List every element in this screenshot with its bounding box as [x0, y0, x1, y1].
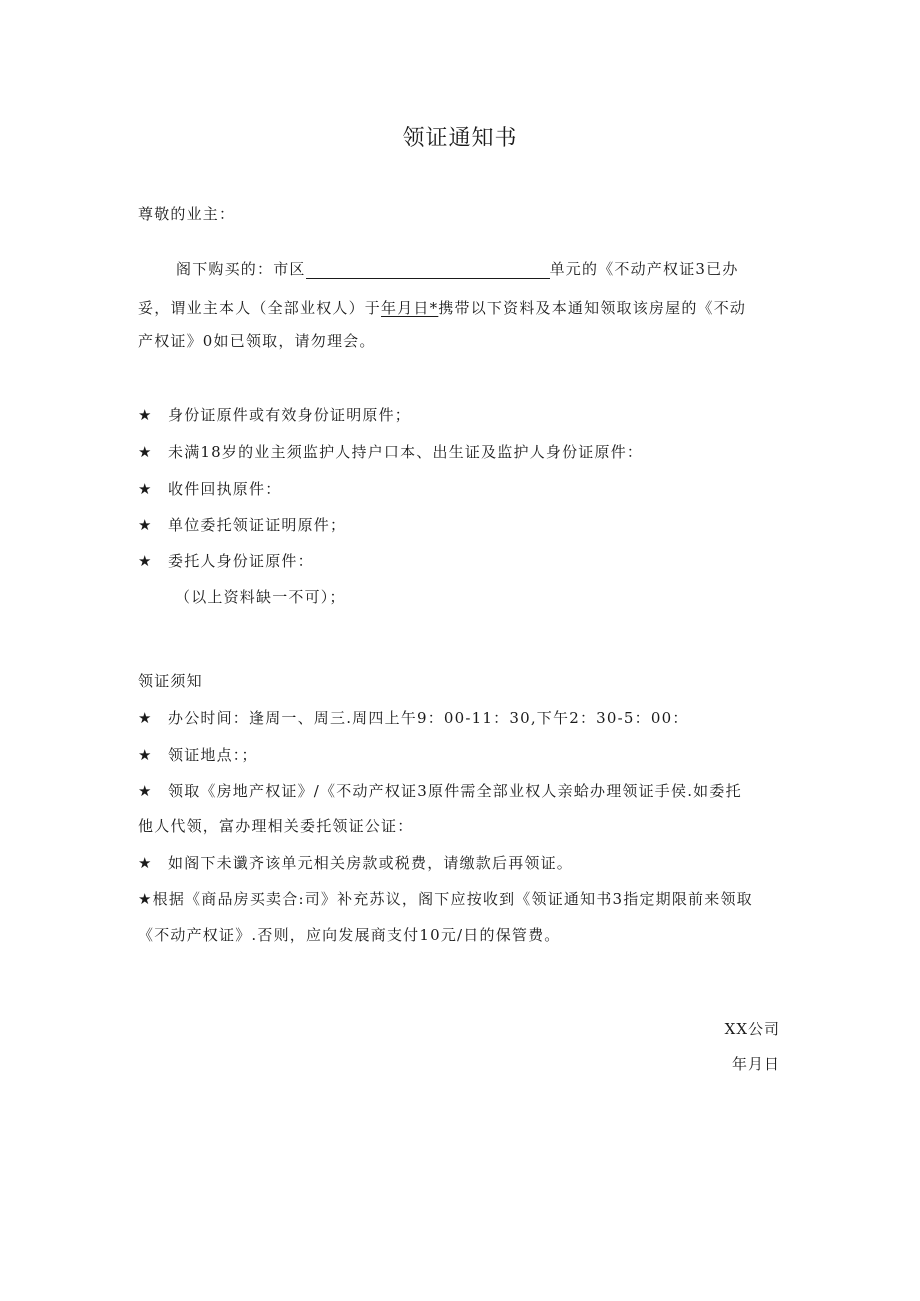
notice-text: 如阁下未谶齐该单元相关房款或税费，请缴款后再领证。 — [168, 854, 574, 872]
notice-item-storage-fee — [138, 888, 753, 909]
requirement-item — [138, 550, 314, 571]
notice-text: 领取《房地产权证》/《不动产权证3原件需全部业权人亲蛤办理领证手侯.如委托 — [168, 782, 742, 800]
star-icon: ★ — [138, 746, 153, 764]
star-icon: ★ — [138, 406, 153, 424]
notice-item-office-hours — [138, 707, 689, 728]
intro-line-2 — [138, 297, 746, 318]
notice-item-location — [138, 744, 258, 765]
requirement-item — [138, 404, 411, 425]
star-icon: ★ — [138, 552, 153, 570]
intro-line-2-before: 妥，谓业主本人（全部业权人）于 — [138, 299, 382, 317]
requirement-text: 身份证原件或有效身份证明原件； — [168, 406, 412, 424]
intro-line-1 — [176, 258, 739, 279]
notice-text: 领证地点：； — [168, 746, 258, 764]
signature-date: 年月日 — [731, 1055, 780, 1073]
address-blank-field — [306, 261, 550, 279]
notice-item-collection — [138, 780, 742, 801]
star-icon: ★ — [138, 782, 153, 800]
requirement-item — [138, 478, 281, 499]
requirement-item — [138, 441, 643, 462]
intro-line-3: 产权证》0如已领取，请勿理会。 — [138, 332, 376, 350]
requirement-text: 未满18岁的业主须监护人持户口本、出生证及监护人身份证原件： — [168, 443, 644, 461]
requirements-note: （以上资料缺一不可）； — [175, 588, 346, 606]
date-blank-field: 年月日* — [381, 299, 439, 317]
intro-line-2-after: 携带以下资料及本通知领取该房屋的《不动 — [438, 299, 747, 317]
intro-line-1-before: 阁下购买的：市区 — [176, 260, 306, 278]
signature-company: XX公司 — [724, 1020, 780, 1038]
section-title-notice: 领证须知 — [138, 672, 203, 690]
page-title: 领证通知书 — [402, 126, 518, 151]
requirement-text: 单位委托领证证明原件； — [168, 516, 347, 534]
star-icon: ★ — [138, 854, 153, 872]
star-icon: ★ — [138, 890, 153, 908]
requirement-text: 委托人身份证原件： — [168, 552, 314, 570]
star-icon: ★ — [138, 516, 153, 534]
star-icon: ★ — [138, 480, 153, 498]
intro-line-1-after: 单元的《不动产权证3已办 — [549, 260, 739, 278]
requirement-text: 收件回执原件： — [168, 480, 282, 498]
notice-text: 办公时间：逢周一、周三.周四上午9：00-11：30,下午2：30-5：00： — [168, 709, 689, 727]
salutation: 尊敬的业主： — [138, 205, 236, 223]
star-icon: ★ — [138, 709, 153, 727]
notice-item-storage-fee-continued: 《不动产权证》.否则，应向发展商支付10元/日的保管费。 — [138, 926, 561, 944]
requirement-item — [138, 514, 346, 535]
notice-item-payment — [138, 852, 573, 873]
notice-item-collection-continued: 他人代领，富办理相关委托领证公证： — [138, 817, 414, 835]
notice-text: 根据《商品房买卖合:司》补充苏议，阁下应按收到《领证通知书3指定期限前来领取 — [152, 890, 753, 908]
star-icon: ★ — [138, 443, 153, 461]
